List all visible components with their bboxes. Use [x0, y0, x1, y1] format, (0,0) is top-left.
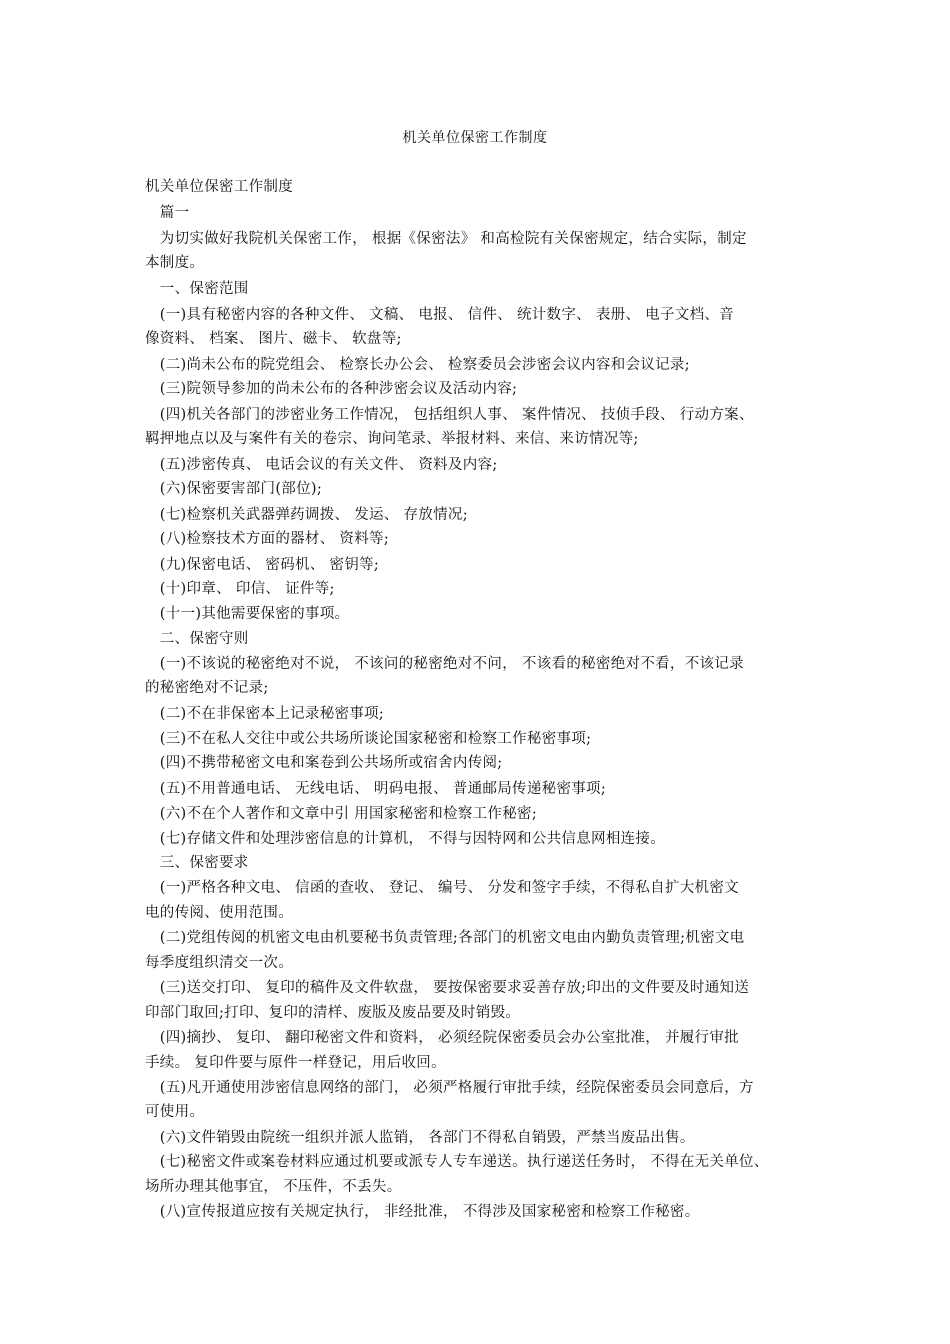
- section-heading: 三、保密要求: [145, 855, 249, 871]
- list-item: (六)保密要害部门(部位);: [145, 481, 323, 497]
- section-heading: 二、保密守则: [145, 631, 249, 647]
- section-heading: 一、保密范围: [145, 281, 249, 297]
- doc-heading: 机关单位保密工作制度: [145, 179, 293, 195]
- section-label: 篇一: [145, 205, 190, 221]
- list-item: (一)严格各种文电、 信函的查收、 登记、 编号、 分发和签字手续，不得私自扩大机密文: [145, 880, 739, 896]
- list-item-cont: 电的传阅、使用范围。: [145, 905, 293, 921]
- list-item-cont: 可使用。: [145, 1104, 205, 1120]
- list-item: (七)检察机关武器弹药调拨、 发运、 存放情况;: [145, 507, 468, 523]
- list-item-cont: 每季度组织清交一次。: [145, 955, 293, 971]
- list-item: (六)文件销毁由院统一组织并派人监销， 各部门不得私自销毁，严禁当废品出售。: [145, 1130, 695, 1146]
- list-item: (十一)其他需要保密的事项。: [145, 606, 350, 622]
- list-item: (五)不用普通电话、 无线电话、 明码电报、 普通邮局传递秘密事项;: [145, 781, 607, 797]
- list-item: (三)不在私人交往中或公共场所谈论国家秘密和检察工作秘密事项;: [145, 731, 592, 747]
- list-item: (六)不在个人著作和文章中引 用国家秘密和检察工作秘密;: [145, 806, 538, 822]
- list-item: (七)秘密文件或案卷材料应通过机要或派专人专车递送。执行递送任务时， 不得在无关单位、: [145, 1154, 769, 1170]
- list-item: (四)机关各部门的涉密业务工作情况， 包括组织人事、 案件情况、 技侦手段、 行动方案、: [145, 407, 754, 423]
- list-item-cont: 的秘密绝对不记录;: [145, 680, 269, 696]
- list-item: (二)不在非保密本上记录秘密事项;: [145, 706, 385, 722]
- paragraph-line: 为切实做好我院机关保密工作， 根据《保密法》 和高检院有关保密规定，结合实际，制定: [145, 231, 747, 247]
- list-item: (四)不携带秘密文电和案卷到公共场所或宿舍内传阅;: [145, 755, 503, 771]
- list-item: (九)保密电话、 密码机、 密钥等;: [145, 557, 380, 573]
- list-item: (七)存储文件和处理涉密信息的计算机， 不得与因特网和公共信息网相连接。: [145, 831, 666, 847]
- paragraph-line: 本制度。: [145, 255, 205, 271]
- list-item: (五)涉密传真、 电话会议的有关文件、 资料及内容;: [145, 457, 498, 473]
- list-item: (十)印章、 印信、 证件等;: [145, 581, 335, 597]
- list-item: (一)不该说的秘密绝对不说， 不该问的秘密绝对不问， 不该看的秘密绝对不看，不该记录: [145, 656, 744, 672]
- list-item-cont: 场所办理其他事宜， 不压件，不丢失。: [145, 1179, 402, 1195]
- list-item: (五)凡开通使用涉密信息网络的部门， 必须严格履行审批手续，经院保密委员会同意后，方: [145, 1080, 754, 1096]
- list-item: (二)尚未公布的院党组会、 检察长办公会、 检察委员会涉密会议内容和会议记录;: [145, 357, 690, 373]
- list-item-cont: 像资料、 档案、 图片、磁卡、 软盘等;: [145, 331, 402, 347]
- list-item-cont: 手续。 复印件要与原件一样登记，用后收回。: [145, 1055, 446, 1071]
- list-item: (二)党组传阅的机密文电由机要秘书负责管理;各部门的机密文电由内勤负责管理;机密文电: [145, 930, 745, 946]
- list-item: (八)宣传报道应按有关规定执行， 非经批准， 不得涉及国家秘密和检察工作秘密。: [145, 1204, 700, 1220]
- page-title: 机关单位保密工作制度: [402, 130, 548, 146]
- list-item: (三)送交打印、 复印的稿件及文件软盘， 要按保密要求妥善存放;印出的文件要及时通知送: [145, 980, 750, 996]
- list-item-cont: 羁押地点以及与案件有关的卷宗、询问笔录、举报材料、来信、来访情况等;: [145, 431, 639, 447]
- list-item: (三)院领导参加的尚未公布的各种涉密会议及活动内容;: [145, 381, 518, 397]
- list-item-cont: 印部门取回;打印、复印的清样、废版及废品要及时销毁。: [145, 1005, 521, 1021]
- list-item: (四)摘抄、 复印、 翻印秘密文件和资料， 必须经院保密委员会办公室批准， 并履行审批: [145, 1030, 739, 1046]
- list-item: (八)检察技术方面的器材、 资料等;: [145, 531, 390, 547]
- list-item: (一)具有秘密内容的各种文件、 文稿、 电报、 信件、 统计数字、 表册、 电子文档、音: [145, 307, 734, 323]
